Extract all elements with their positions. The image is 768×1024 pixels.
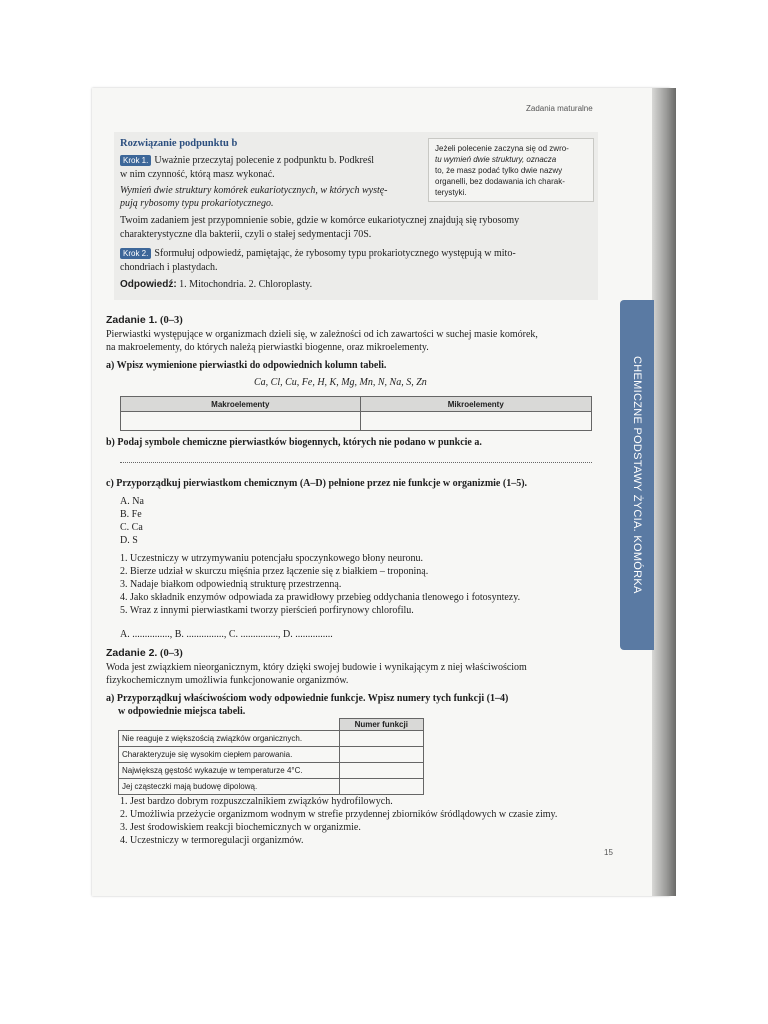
book-spine xyxy=(652,88,676,896)
function-2: 2. Bierze udział w skurczu mięśnia przez łączenie się z białkiem – troponiną. xyxy=(120,566,429,577)
chapter-tab-label: CHEMICZNE PODSTAWY ŻYCIA. KOMÓRKA xyxy=(631,356,643,594)
task-explanation-line2: charakterystyczne dla bakterii, czyli o stałej sedymentacji 70S. xyxy=(120,229,372,240)
property-row-4: Jej cząsteczki mają budowę dipolową. xyxy=(119,779,340,795)
task2-a-prompt-line1: a) Przyporządkuj właściwościom wody odpowiednie funkcje. Wpisz numery tych funkcji (1–4) xyxy=(106,693,509,704)
task1-intro-line1: Pierwiastki występujące w organizmach dzieli się, w zależności od ich zawartości w suchej masie komórek, xyxy=(106,329,538,340)
property-row-1: Nie reaguje z większością związków organicznych. xyxy=(119,731,340,747)
krok2-line2: chondriach i plastydach. xyxy=(120,262,218,273)
water-function-4: 4. Uczestniczy w termoregulacji organizmów. xyxy=(120,835,304,846)
solution-title: Rozwiązanie podpunktu b xyxy=(120,138,238,149)
answer-cell-3[interactable] xyxy=(339,763,424,779)
task1-b-prompt: b) Podaj symbole chemiczne pierwiastków biogennych, których nie podano w punkcie a. xyxy=(106,437,482,448)
solution-answer: Odpowiedź: 1. Mitochondria. 2. Chloroplasty. xyxy=(120,279,313,290)
krok1-line1: Krok 1. Uważnie przeczytaj polecenie z podpunktu b. Podkreśl xyxy=(120,154,374,167)
task1-elements-list: Ca, Cl, Cu, Fe, H, K, Mg, Mn, N, Na, S, Zn xyxy=(254,377,427,388)
task2-heading: Zadanie 2. (0–3) xyxy=(106,647,183,659)
answer-cell-2[interactable] xyxy=(339,747,424,763)
macro-answer-cell[interactable] xyxy=(121,412,361,431)
task1-b-answer-line[interactable] xyxy=(120,462,592,463)
task1-intro-line2: na makroelementy, do których należą pierwiastki biogenne, oraz mikroelementy. xyxy=(106,342,429,353)
task1-c-prompt: c) Przyporządkuj pierwiastkom chemicznym (A–D) pełnione przez nie funkcje w organizmie (1–5). xyxy=(106,478,528,489)
option-d: D. S xyxy=(120,535,138,546)
quote-line2: pują rybosomy typu prokariotycznego. xyxy=(120,198,274,209)
function-5: 5. Wraz z innymi pierwiastkami tworzy pierścień porfirynowy chlorofilu. xyxy=(120,605,414,616)
col-function-number: Numer funkcji xyxy=(339,719,424,731)
krok1-line2: w nim czynność, którą masz wykonać. xyxy=(120,169,275,180)
answer-cell-4[interactable] xyxy=(339,779,424,795)
task1-a-prompt: a) Wpisz wymienione pierwiastki do odpowiednich kolumn tabeli. xyxy=(106,360,387,371)
answer-cell-1[interactable] xyxy=(339,731,424,747)
water-function-1: 1. Jest bardzo dobrym rozpuszczalnikiem związków hydrofilowych. xyxy=(120,796,393,807)
option-b: B. Fe xyxy=(120,509,142,520)
micro-answer-cell[interactable] xyxy=(360,412,591,431)
task2-properties-table xyxy=(118,718,424,795)
water-function-2: 2. Umożliwia przeżycie organizmom wodnym w strefie przydennej zbiorników śródlądowych w czasie zimy. xyxy=(120,809,558,820)
function-4: 4. Jako składnik enzymów odpowiada za prawidłowy przebieg oddychania tlenowego i fotosyntezy. xyxy=(120,592,521,603)
task2-intro-line1: Woda jest związkiem nieorganicznym, który dzięki swojej budowie i wynikającym z niej właściwościom xyxy=(106,662,527,673)
task2-a-prompt-line2: w odpowiednie miejsca tabeli. xyxy=(118,706,246,717)
task2-intro-line2: fizykochemicznym umożliwia funkcjonowanie organizmów. xyxy=(106,675,349,686)
task1-elements-table xyxy=(120,396,592,431)
property-row-2: Charakteryzuje się wysokim ciepłem parowania. xyxy=(119,747,340,763)
function-3: 3. Nadaje białkom odpowiednią strukturę przestrzenną. xyxy=(120,579,342,590)
task-explanation-line1: Twoim zadaniem jest przypomnienie sobie, gdzie w komórce eukariotycznej znajdują się rybosomy xyxy=(120,215,520,226)
option-c: C. Ca xyxy=(120,522,143,533)
quote-line1: Wymień dwie struktury komórek eukariotycznych, w których wystę- xyxy=(120,185,388,196)
krok2-line1: Krok 2. Sformułuj odpowiedź, pamiętając, że rybosomy typu prokariotycznego występują w mito- xyxy=(120,247,516,260)
col-micro: Mikroelementy xyxy=(360,397,591,412)
krok1-badge: Krok 1. xyxy=(120,155,151,166)
krok2-badge: Krok 2. xyxy=(120,248,151,259)
chapter-tab xyxy=(620,300,654,650)
task1-heading: Zadanie 1. (0–3) xyxy=(106,314,183,326)
task1-c-answer-line[interactable]: A. ..............., B. ..............., C. ..............., D. ............... xyxy=(120,629,333,640)
page-number: 15 xyxy=(604,848,613,857)
water-function-3: 3. Jest środowiskiem reakcji biochemicznych w organizmie. xyxy=(120,822,361,833)
col-macro: Makroelementy xyxy=(121,397,361,412)
running-header: Zadania maturalne xyxy=(526,104,593,113)
option-a: A. Na xyxy=(120,496,144,507)
tip-note: Jeżeli polecenie zaczyna się od zwro- tu wymień dwie struktury, oznacza to, że masz podać tylko dwie nazwy organelli, bez dodawania ich charak- terystyki. xyxy=(428,138,594,202)
function-1: 1. Uczestniczy w utrzymywaniu potencjału spoczynkowego błony neuronu. xyxy=(120,553,423,564)
property-row-3: Największą gęstość wykazuje w temperaturze 4°C. xyxy=(119,763,340,779)
